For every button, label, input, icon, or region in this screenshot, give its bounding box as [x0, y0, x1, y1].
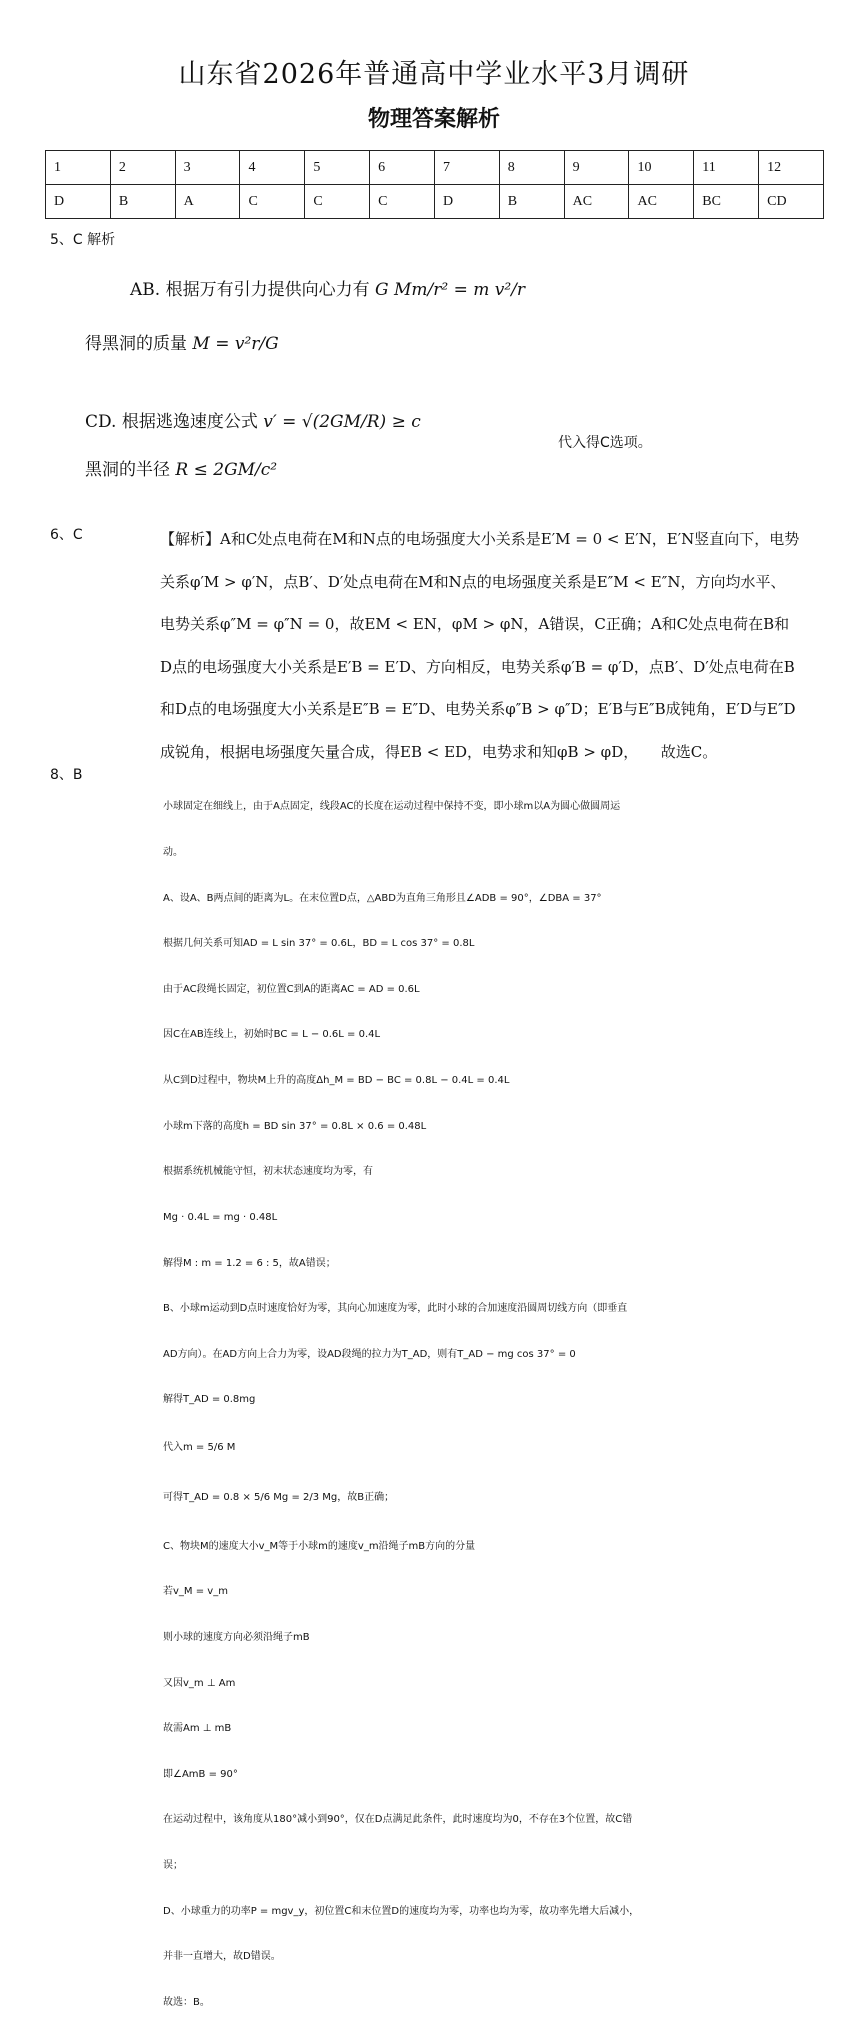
question-number-cell: 5 — [305, 151, 370, 185]
q5-note: 代入得C选项。 — [558, 435, 652, 451]
q5-line3 — [85, 407, 421, 432]
q8-line: D、小球重力的功率P = mgv_y，初位置C和末位置D的速度均为零，功率也均为零，故功率先增大后减小， — [163, 1905, 640, 1917]
page-subtitle: 物理答案解析 — [367, 107, 500, 132]
q8-line: 动。 — [163, 847, 183, 859]
q5-line2 — [85, 329, 279, 354]
answer-cell: AC — [629, 185, 694, 219]
q8-line: C、物块M的速度大小v_M等于小球m的速度v_m沿绳子mB方向的分量 — [163, 1540, 476, 1552]
q5-line3-formula: v′ = √(2GM/R) ≥ c — [263, 412, 421, 432]
q8-line: 因C在AB连线上，初始时BC = L − 0.6L = 0.4L — [163, 1029, 381, 1041]
q8-explanation — [163, 769, 723, 2025]
answer-table-answer-row — [46, 185, 824, 219]
q8-line: 小球m下落的高度h = BD sin 37° = 0.8L × 0.6 = 0.48L — [163, 1120, 427, 1132]
question-number-cell: 3 — [175, 151, 240, 185]
q8-line: Mg · 0.4L = mg · 0.48L — [163, 1211, 278, 1223]
q5-solution-image — [55, 257, 545, 489]
q5-line1-formula: G Mm/r² = m v²/r — [374, 280, 526, 300]
q8-line: 由于AC段绳长固定，初位置C到A的距离AC = AD = 0.6L — [163, 983, 420, 995]
q8-line: 并非一直增大，故D错误。 — [163, 1951, 281, 1963]
answer-cell: BC — [694, 185, 759, 219]
answer-cell: B — [110, 185, 175, 219]
q8-line: 解得T_AD = 0.8mg — [163, 1394, 256, 1406]
q8-line: AD方向）。在AD方向上合力为零，设AD段绳的拉力为T_AD，则有T_AD − mg cos 37° = 0 — [163, 1348, 576, 1360]
answer-cell: C — [370, 185, 435, 219]
q5-line4-text: 黑洞的半径 — [85, 460, 170, 480]
answer-cell: C — [240, 185, 305, 219]
q8-line: 故需Am ⊥ mB — [163, 1723, 232, 1735]
question-number-cell: 2 — [110, 151, 175, 185]
q8-line: 若v_M = v_m — [163, 1586, 228, 1598]
q8-line: 又因v_m ⊥ Am — [163, 1677, 236, 1689]
question-number-cell: 6 — [370, 151, 435, 185]
q5-line1 — [130, 275, 525, 300]
q8-line: A、设A、B两点间的距离为L。在末位置D点，△ABD为直角三角形且∠ADB = 90°，∠DBA = 37° — [163, 892, 602, 904]
q8-line: 从C到D过程中，物块M上升的高度Δh_M = BD − BC = 0.8L − 0.4L = 0.4L — [163, 1075, 510, 1087]
page-title: 山东省2026年普通高中学业水平3月调研 — [178, 59, 690, 90]
q8-line: 小球固定在细线上，由于A点固定，线段AC的长度在运动过程中保持不变，即小球m以A为圆心做圆周运 — [163, 801, 621, 813]
q6-explanation: 【解析】A和C处点电荷在M和N点的电场强度大小关系是E′M = 0 < E′N，E′N竖直向下，电势关系φ′M > φ′N，点B′、D′处点电荷在M和N点的电场强度关系是E″M < E″N，方向均水平、电势关系φ″M = φ″N = 0，故EM < EN，φM > φN，A错误，C正确；A和C处点电荷在B和D点的电场强度大小关系是E′B = E′D、方向相反，电势关系φ′B = φ′D，点B′、D′处点电荷在B和D点的电场强度大小关系是E″B = E″D、电势关系φ″B > φ″D；E′B与E″B成钝角，E′D与E″D成锐角，根据电场强度矢量合成，得EB < ED，电势求和知φB > φD， 故选C。 — [160, 530, 800, 761]
q5-line4 — [85, 455, 277, 480]
question-number-cell: 9 — [564, 151, 629, 185]
q5-line2-formula: M = v²r/G — [192, 334, 279, 354]
question-number-cell: 10 — [629, 151, 694, 185]
question-number-cell: 1 — [46, 151, 111, 185]
q8-line: 代入m = 5/6 M — [163, 1441, 236, 1453]
q8-line: 可得T_AD = 0.8 × 5/6 Mg = 2/3 Mg，故B正确； — [163, 1492, 395, 1504]
q5-line2-text: 得黑洞的质量 — [85, 334, 187, 354]
q8-line: 误； — [163, 1860, 183, 1872]
q8-line: 故选：B。 — [163, 1996, 210, 2008]
answer-cell: CD — [759, 185, 824, 219]
q5-label: 5、C 解析 — [50, 232, 116, 248]
q5-line4-formula: R ≤ 2GM/c² — [175, 460, 278, 480]
question-number-cell: 11 — [694, 151, 759, 185]
answer-cell: A — [175, 185, 240, 219]
question-number-cell: 12 — [759, 151, 824, 185]
answer-cell: AC — [564, 185, 629, 219]
answer-table-number-row — [46, 151, 824, 185]
q8-line: 根据系统机械能守恒，初末状态速度均为零，有 — [163, 1166, 373, 1178]
q8-line: B、小球m运动到D点时速度恰好为零，其向心加速度为零，此时小球的合加速度沿圆周切线方向（即垂直 — [163, 1303, 628, 1315]
q5-line1-text: AB. 根据万有引力提供向心力有 — [130, 280, 370, 300]
q8-line: 则小球的速度方向必须沿绳子mB — [163, 1631, 310, 1643]
answer-table — [45, 150, 824, 219]
answer-cell: C — [305, 185, 370, 219]
question-number-cell: 8 — [499, 151, 564, 185]
q8-label: 8、B — [50, 767, 83, 783]
q8-line: 解得M : m = 1.2 = 6 : 5，故A错误； — [163, 1257, 336, 1269]
answer-cell: B — [499, 185, 564, 219]
q8-line: 在运动过程中，该角度从180°减小到90°，仅在D点满足此条件，此时速度均为0，不存在3个位置，故C错 — [163, 1814, 633, 1826]
q6-label: 6、C — [50, 527, 83, 543]
question-number-cell: 7 — [434, 151, 499, 185]
answer-cell: D — [46, 185, 111, 219]
question-number-cell: 4 — [240, 151, 305, 185]
q8-line: 根据几何关系可知AD = L sin 37° = 0.6L，BD = L cos 37° = 0.8L — [163, 938, 475, 950]
q5-line3-text: CD. 根据逃逸速度公式 — [85, 412, 258, 432]
answer-cell: D — [434, 185, 499, 219]
q8-line: 即∠AmB = 90° — [163, 1768, 238, 1780]
